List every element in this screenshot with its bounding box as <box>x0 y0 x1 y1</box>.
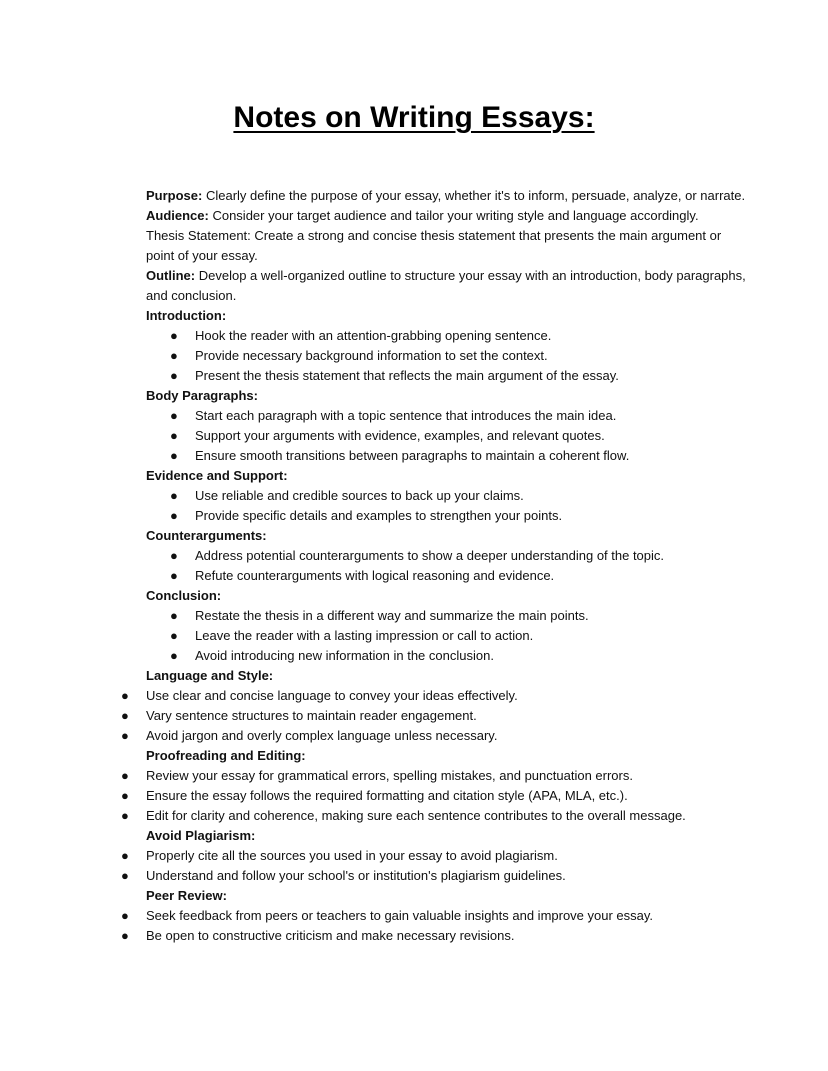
bullet-icon: ● <box>170 448 178 463</box>
bullet-icon: ● <box>121 768 129 783</box>
bullet-icon: ● <box>170 428 178 443</box>
list-item: ● Vary sentence structures to maintain reader engagement. <box>146 706 746 726</box>
list-item: ● Start each paragraph with a topic sentence that introduces the main idea. <box>146 406 746 426</box>
audience-paragraph <box>146 206 746 226</box>
section-body-paragraphs <box>146 386 746 466</box>
bullet-icon: ● <box>170 328 178 343</box>
bullet-icon: ● <box>121 928 129 943</box>
list-item: ● Understand and follow your school's or institution's plagiarism guidelines. <box>146 866 746 886</box>
section-heading: Proofreading and Editing: <box>146 748 306 763</box>
list-item: ● Review your essay for grammatical errors, spelling mistakes, and punctuation errors. <box>146 766 746 786</box>
outline-label: Outline: <box>146 268 196 283</box>
section-heading: Body Paragraphs: <box>146 388 258 403</box>
bullet-icon: ● <box>121 848 129 863</box>
bullet-icon: ● <box>121 788 129 803</box>
bullet-list <box>121 766 746 826</box>
section-heading: Language and Style: <box>146 668 274 683</box>
bullet-list <box>121 906 746 946</box>
section-introduction <box>146 306 746 386</box>
outline-paragraph <box>146 266 746 306</box>
section-heading: Introduction: <box>146 308 227 323</box>
list-item: ● Address potential counterarguments to show a deeper understanding of the topic. <box>146 546 746 566</box>
list-item: ● Support your arguments with evidence, examples, and relevant quotes. <box>146 426 746 446</box>
section-heading: Evidence and Support: <box>146 468 288 483</box>
bullet-icon: ● <box>170 408 178 423</box>
bullet-icon: ● <box>170 608 178 623</box>
list-item: ● Use reliable and credible sources to back up your claims. <box>146 486 746 506</box>
list-item: ● Avoid introducing new information in the conclusion. <box>146 646 746 666</box>
list-item: ● Edit for clarity and coherence, making sure each sentence contributes to the overall message. <box>146 806 746 826</box>
thesis-paragraph: Thesis Statement: Create a strong and concise thesis statement that presents the main argument or point of your essay. <box>146 228 722 263</box>
section-evidence-and-support <box>146 466 746 526</box>
list-item: ● Restate the thesis in a different way and summarize the main points. <box>146 606 746 626</box>
audience-text: Consider your target audience and tailor your writing style and language accordingly. <box>208 208 699 223</box>
section-heading: Conclusion: <box>146 588 222 603</box>
section-conclusion <box>146 586 746 666</box>
bullet-icon: ● <box>170 348 178 363</box>
audience-label: Audience: <box>146 208 209 223</box>
bullet-list <box>146 406 746 466</box>
list-item: ● Provide necessary background information to set the context. <box>146 346 746 366</box>
bullet-icon: ● <box>170 648 178 663</box>
list-item: ● Leave the reader with a lasting impression or call to action. <box>146 626 746 646</box>
section-language-and-style <box>121 666 746 746</box>
bullet-icon: ● <box>170 368 178 383</box>
bullet-icon: ● <box>121 908 129 923</box>
list-item: ● Present the thesis statement that reflects the main argument of the essay. <box>146 366 746 386</box>
list-item: ● Refute counterarguments with logical reasoning and evidence. <box>146 566 746 586</box>
list-item: ● Ensure the essay follows the required formatting and citation style (APA, MLA, etc.). <box>146 786 746 806</box>
bullet-list <box>146 486 746 526</box>
bullet-icon: ● <box>121 868 129 883</box>
bullet-icon: ● <box>170 548 178 563</box>
section-heading: Avoid Plagiarism: <box>146 828 256 843</box>
list-item: ● Properly cite all the sources you used in your essay to avoid plagiarism. <box>146 846 746 866</box>
outline-text: Develop a well-organized outline to structure your essay with an introduction, body paragraphs, and conclusion. <box>146 268 746 303</box>
purpose-label: Purpose: <box>146 188 203 203</box>
purpose-text: Clearly define the purpose of your essay, whether it's to inform, persuade, analyze, or narrate. <box>202 188 746 203</box>
bullet-icon: ● <box>170 508 178 523</box>
section-heading: Counterarguments: <box>146 528 267 543</box>
section-heading: Peer Review: <box>146 888 227 903</box>
bullet-icon: ● <box>121 688 129 703</box>
section-peer-review <box>121 886 746 946</box>
bullet-icon: ● <box>121 728 129 743</box>
bullet-list <box>146 606 746 666</box>
bullet-icon: ● <box>121 708 129 723</box>
list-item: ● Ensure smooth transitions between paragraphs to maintain a coherent flow. <box>146 446 746 466</box>
section-proofreading-and-editing <box>121 746 746 826</box>
page-title: Notes on Writing Essays: <box>233 101 595 134</box>
list-item: ● Provide specific details and examples to strengthen your points. <box>146 506 746 526</box>
bullet-icon: ● <box>170 568 178 583</box>
bullet-icon: ● <box>121 808 129 823</box>
list-item: ● Be open to constructive criticism and make necessary revisions. <box>146 926 746 946</box>
document-body <box>121 186 746 946</box>
bullet-list <box>146 546 746 586</box>
bullet-icon: ● <box>170 628 178 643</box>
section-counterarguments <box>146 526 746 586</box>
list-item: ● Avoid jargon and overly complex language unless necessary. <box>146 726 746 746</box>
list-item: ● Use clear and concise language to convey your ideas effectively. <box>146 686 746 706</box>
bullet-list <box>121 846 746 886</box>
bullet-list <box>121 686 746 746</box>
purpose-paragraph <box>146 186 746 206</box>
list-item: ● Hook the reader with an attention-grabbing opening sentence. <box>146 326 746 346</box>
list-item: ● Seek feedback from peers or teachers to gain valuable insights and improve your essay. <box>146 906 746 926</box>
section-avoid-plagiarism <box>121 826 746 886</box>
bullet-icon: ● <box>170 488 178 503</box>
bullet-list <box>146 326 746 386</box>
